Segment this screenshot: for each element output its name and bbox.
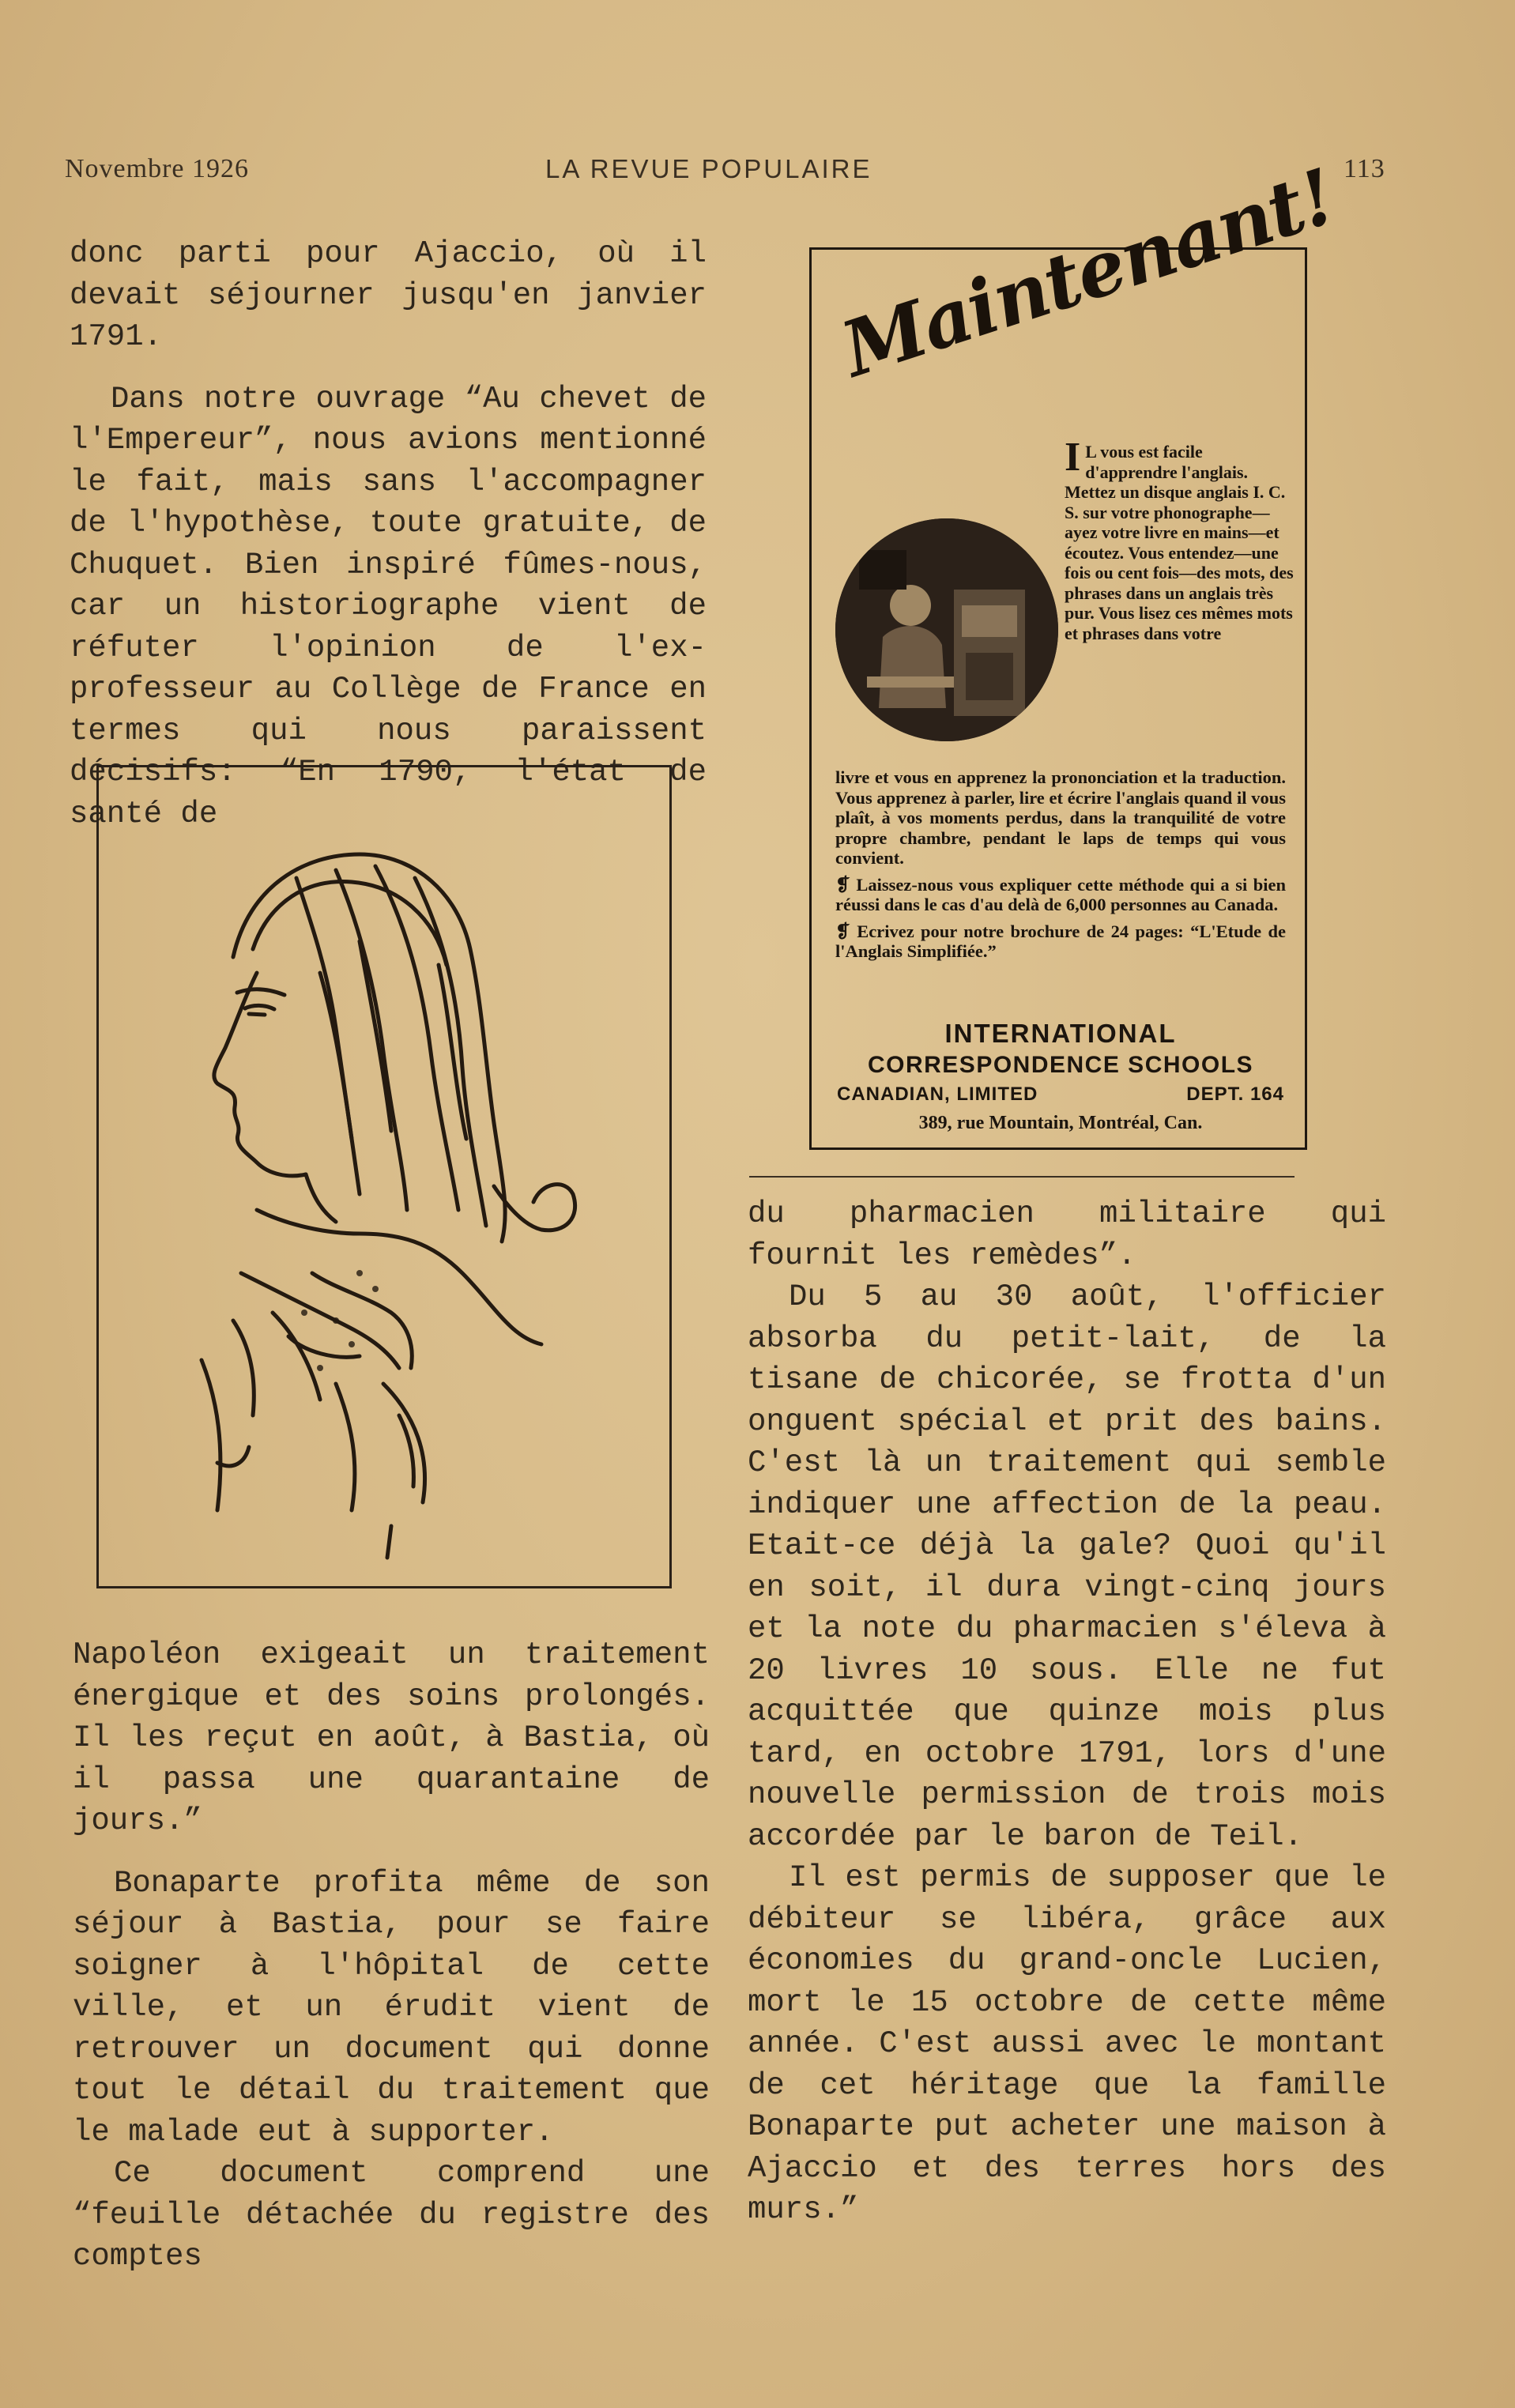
ad-lead-paragraph: L vous est facile d'apprendre l'anglais. Mettez un disque anglais I. C. S. sur votre phonographe—ayez votre livre en mains—et écoutez. Vous entendez—une fois ou cent fois—des mots, des phrases dans un anglais très pur. Vous lisez ces mêmes mots et phrases dans votre <box>1065 442 1294 643</box>
portrait-drawing <box>99 767 669 1586</box>
left-column-top <box>70 233 707 835</box>
phonograph-listener-image <box>835 518 1058 741</box>
ad-headline: Maintenant! <box>831 151 1345 394</box>
ad-paragraph: ❡ Laissez-nous vous expliquer cette méthode qui a si bien réussi dans le cas d'au delà de 6,000 personnes au Canada. <box>835 874 1286 914</box>
column-divider-rule <box>749 1176 1295 1178</box>
advertisement-box <box>809 151 1345 1150</box>
ad-company-block <box>827 1018 1294 1108</box>
paragraph: Dans notre ouvrage “Au chevet de l'Empereur”, nous avions mentionné le fait, mais sans l'accompagner de l'hypothèse, toute gratuite, de Chuquet. Bien inspiré fûmes-nous, car un historiographe vient de réfuter l'opinion de l'ex-professeur au Collège de France en termes qui nous paraissent décisifs: “En 1790, l'état de santé de <box>70 381 707 831</box>
left-column-bottom <box>73 1634 710 2278</box>
ad-lead-text <box>1065 435 1294 643</box>
page-number: 113 <box>1344 154 1385 183</box>
ad-body-text <box>835 767 1286 968</box>
company-subline <box>827 1081 1294 1108</box>
company-name-line1: INTERNATIONAL <box>944 1019 1177 1048</box>
right-column <box>748 1193 1386 2231</box>
company-name-line2: CORRESPONDENCE SCHOOLS <box>867 1052 1254 1078</box>
paragraph: Du 5 au 30 août, l'officier absorba du petit-lait, de la tisane de chicorée, se frotta d'un onguent spécial et prit des bains. C'est là un traitement qui semble indiquer une affection de la peau. Etait-ce déjà la gale? Quoi qu'il en soit, il dura vingt-cinq jours et la note du pharmacien s'éleva à 20 livres 10 sous. Elle ne fut acquittée que quinze mois plus tard, en octobre 1791, lors d'une nouvelle permission de trois mois accordée par le baron de Teil. <box>748 1279 1386 1854</box>
header-date: Novembre 1926 <box>65 154 250 183</box>
paragraph: Ce document comprend une “feuille détachée du registre des comptes <box>73 2156 710 2274</box>
company-subline-right: DEPT. 164 <box>1186 1083 1284 1105</box>
header-title: LA REVUE POPULAIRE <box>545 154 872 183</box>
company-subline-left: CANADIAN, LIMITED <box>837 1083 1038 1105</box>
ad-paragraph: ❡ Ecrivez pour notre brochure de 24 pages: “L'Etude de l'Anglais Simplifiée.” <box>835 921 1286 961</box>
ad-address: 389, rue Mountain, Montréal, Can. <box>918 1113 1203 1133</box>
phonograph-photo <box>835 518 1058 741</box>
paragraph: Il est permis de supposer que le débiteur se libéra, grâce aux économies du grand-oncle Lucien, mort le 15 octobre de cette même année. C'est aussi avec le montant de cet héritage que la famille Bonaparte put acheter une maison à Ajaccio et des terres hors des murs.” <box>748 1860 1386 2227</box>
napoleon-portrait-illustration <box>96 765 672 1588</box>
ad-dropcap: I <box>1065 435 1081 480</box>
paragraph: donc parti pour Ajaccio, où il devait séjourner jusqu'en janvier 1791. <box>70 236 707 354</box>
paragraph: du pharmacien militaire qui fournit les remèdes”. <box>748 1196 1386 1273</box>
paragraph: Bonaparte profita même de son séjour à Bastia, pour se faire soigner à l'hôpital de cette ville, et un érudit vient de retrouver un document qui donne tout le détail du traitement que le malade eut à supporter. <box>73 1865 710 2150</box>
paragraph: Napoléon exigeait un traitement énergique et des soins prolongés. Il les reçut en août, à Bastia, où il passa une quarantaine de jours.” <box>73 1637 710 1838</box>
ad-paragraph: livre et vous en apprenez la prononciation et la traduction. Vous apprenez à parler, lire et écrire l'anglais quand il vous plaît, à vos moments perdus, dans la tranquilité de votre propre chambre, pendant le laps de temps qui vous convient. <box>835 767 1286 868</box>
